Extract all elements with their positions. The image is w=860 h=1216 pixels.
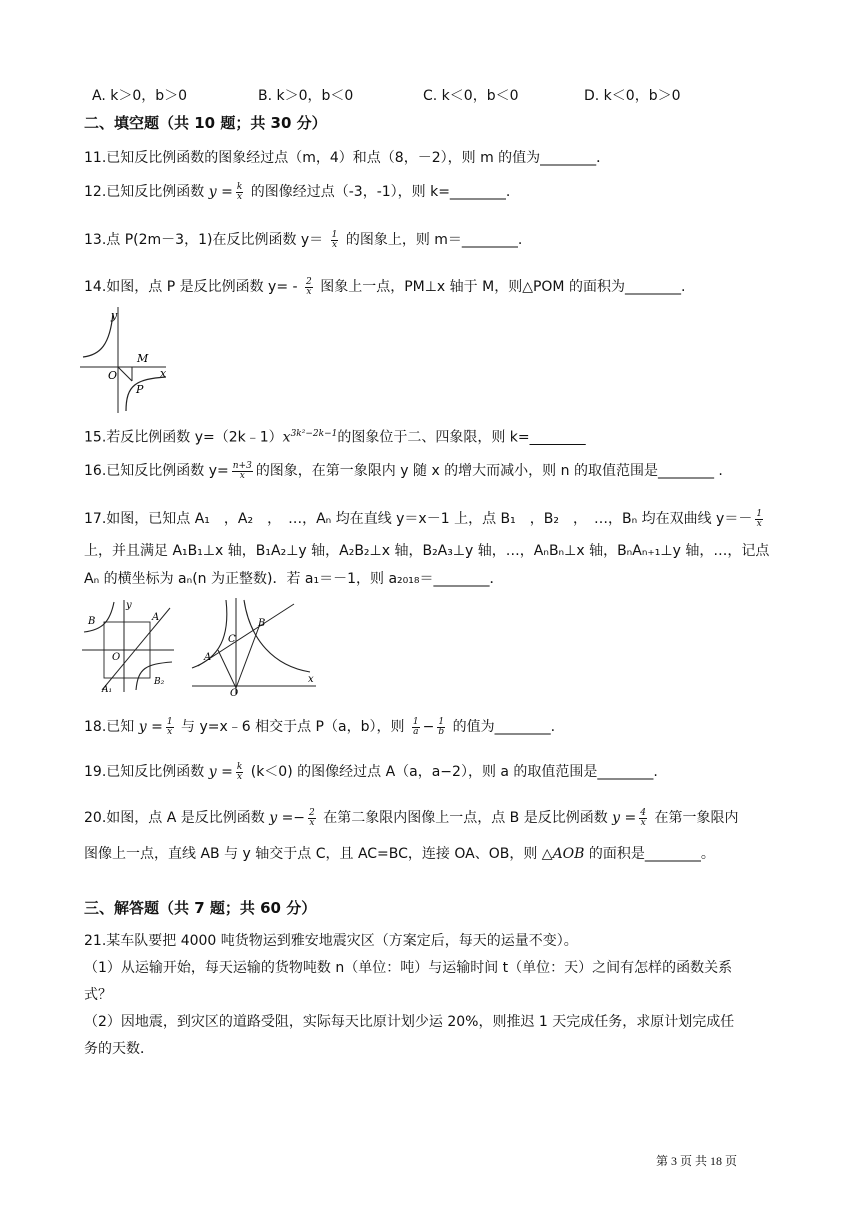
question-20-line1: 20.如图，点 A 是反比例函数 y =− $\frac{2}{x}$ 在第二象限内图像上一点，点 B 是反比例函数 y = $\frac{4}{x}$ 在第一象限内 [84, 807, 739, 828]
option-b: B. k＞0，b＜0 [258, 88, 354, 104]
question-15: 15.若反比例函数 $y=(2k﹣1)x^{3k^2-2k-1}$的图象位于二、四象限，则 k=________ [84, 429, 586, 446]
question-12: 12.已知反比例函数 y = $\frac{k}{x}$ 的图像经过点（-3，-1），则 k=________. [84, 181, 511, 202]
question-20-line2: 图像上一点，直线 AB 与 y 轴交于点 C，且 AC=BC，连接 OA、OB，则 △AOB 的面积是________。 [84, 846, 715, 862]
option-d: D. k＜0，b＞0 [584, 88, 681, 104]
figure-q14 [80, 305, 170, 415]
question-18: 18.已知 y = $\frac{1}{x}$ 与 y=x﹣6 相交于点 P（a，b），则 $\frac{1}{a}$ − $\frac{1}{b}$ 的值为________. [84, 716, 556, 737]
question-21-line2: （1）从运输开始，每天运输的货物吨数 n（单位：吨）与运输时间 t（单位：天）之间有怎样的函数关系 [84, 960, 733, 976]
point-b-label: B [258, 618, 266, 629]
point-m-label: M [137, 352, 149, 365]
origin-label: O [230, 688, 239, 696]
option-c: C. k＜0，b＜0 [423, 88, 519, 104]
question-17-line1: 17.如图，已知点 A₁ ，A₂ ， …，Aₙ 均在直线 y＝x－1 上，点 B₁ ，B₂ ， …，Bₙ 均在双曲线 y＝－ $\frac{1}{x}$ [84, 508, 763, 529]
question-21-line1: 21.某车队要把 4000 吨货物运到雅安地震灾区（方案定后，每天的运量不变）。 [84, 933, 578, 949]
question-17-line2: 上，并且满足 A₁B₁⊥x 轴，B₁A₂⊥y 轴，A₂B₂⊥x 轴，B₂A₃⊥y 轴，…，AₙBₙ⊥x 轴，BₙAₙ₊₁⊥y 轴，…，记点 [84, 543, 770, 559]
point-p-label: P [136, 383, 144, 396]
figure-q17-left [80, 598, 176, 694]
page-footer: 第 3 页 共 18 页 [656, 1154, 738, 1168]
question-19: 19.已知反比例函数 y = $\frac{k}{x}$ (k＜0) 的图像经过点 A（a，a−2），则 a 的取值范围是________. [84, 761, 658, 782]
question-17-line3: Aₙ 的横坐标为 aₙ(n 为正整数)．若 a₁＝－1，则 a₂₀₁₈＝________． [84, 571, 504, 587]
section-title: 三、解答题（共 7 题；共 60 分） [84, 899, 317, 917]
question-21-line5: 务的天数． [84, 1041, 154, 1057]
question-21-line4: （2）因地震，到灾区的道路受阻，实际每天比原计划少运 20%，则推迟 1 天完成任务，求原计划完成任 [84, 1014, 735, 1030]
point-a-label: A [204, 652, 212, 663]
question-16: 16.已知反比例函数 y= $\frac{n+3}{x}$ 的图象，在第一象限内 y 随 x 的增大而减小，则 n 的取值范围是________ . [84, 460, 723, 481]
question-13: 13.点 P(2m－3，1)在反比例函数 y＝ $\frac{1}{x}$ 的图象上，则 m＝________. [84, 229, 523, 250]
point-b2-label: B₂ [154, 677, 165, 687]
axis-label-x: x [308, 674, 314, 685]
section-title: 二、填空题（共 10 题；共 30 分） [84, 114, 327, 132]
point-a1-label: A₁ [102, 685, 113, 694]
axis-label-y: y [126, 600, 132, 611]
point-a-label: A [152, 612, 160, 623]
origin-label: O [108, 369, 118, 382]
point-b-label: B [88, 616, 96, 627]
axis-label-y: y [111, 309, 118, 322]
point-c-label: C [228, 634, 236, 645]
origin-label: O [112, 652, 121, 663]
question-14: 14.如图，点 P 是反比例函数 y= - $\frac{2}{x}$ 图象上一点，PM⊥x 轴于 M，则△POM 的面积为________. [84, 276, 686, 297]
question-11: 11.已知反比例函数的图象经过点（m，4）和点（8，－2），则 m 的值为________． [84, 150, 611, 166]
figure-q17-right [190, 596, 318, 696]
question-21-line3: 式？ [84, 987, 112, 1003]
option-a: A. k＞0，b＞0 [92, 88, 188, 104]
axis-label-x: x [160, 367, 167, 380]
